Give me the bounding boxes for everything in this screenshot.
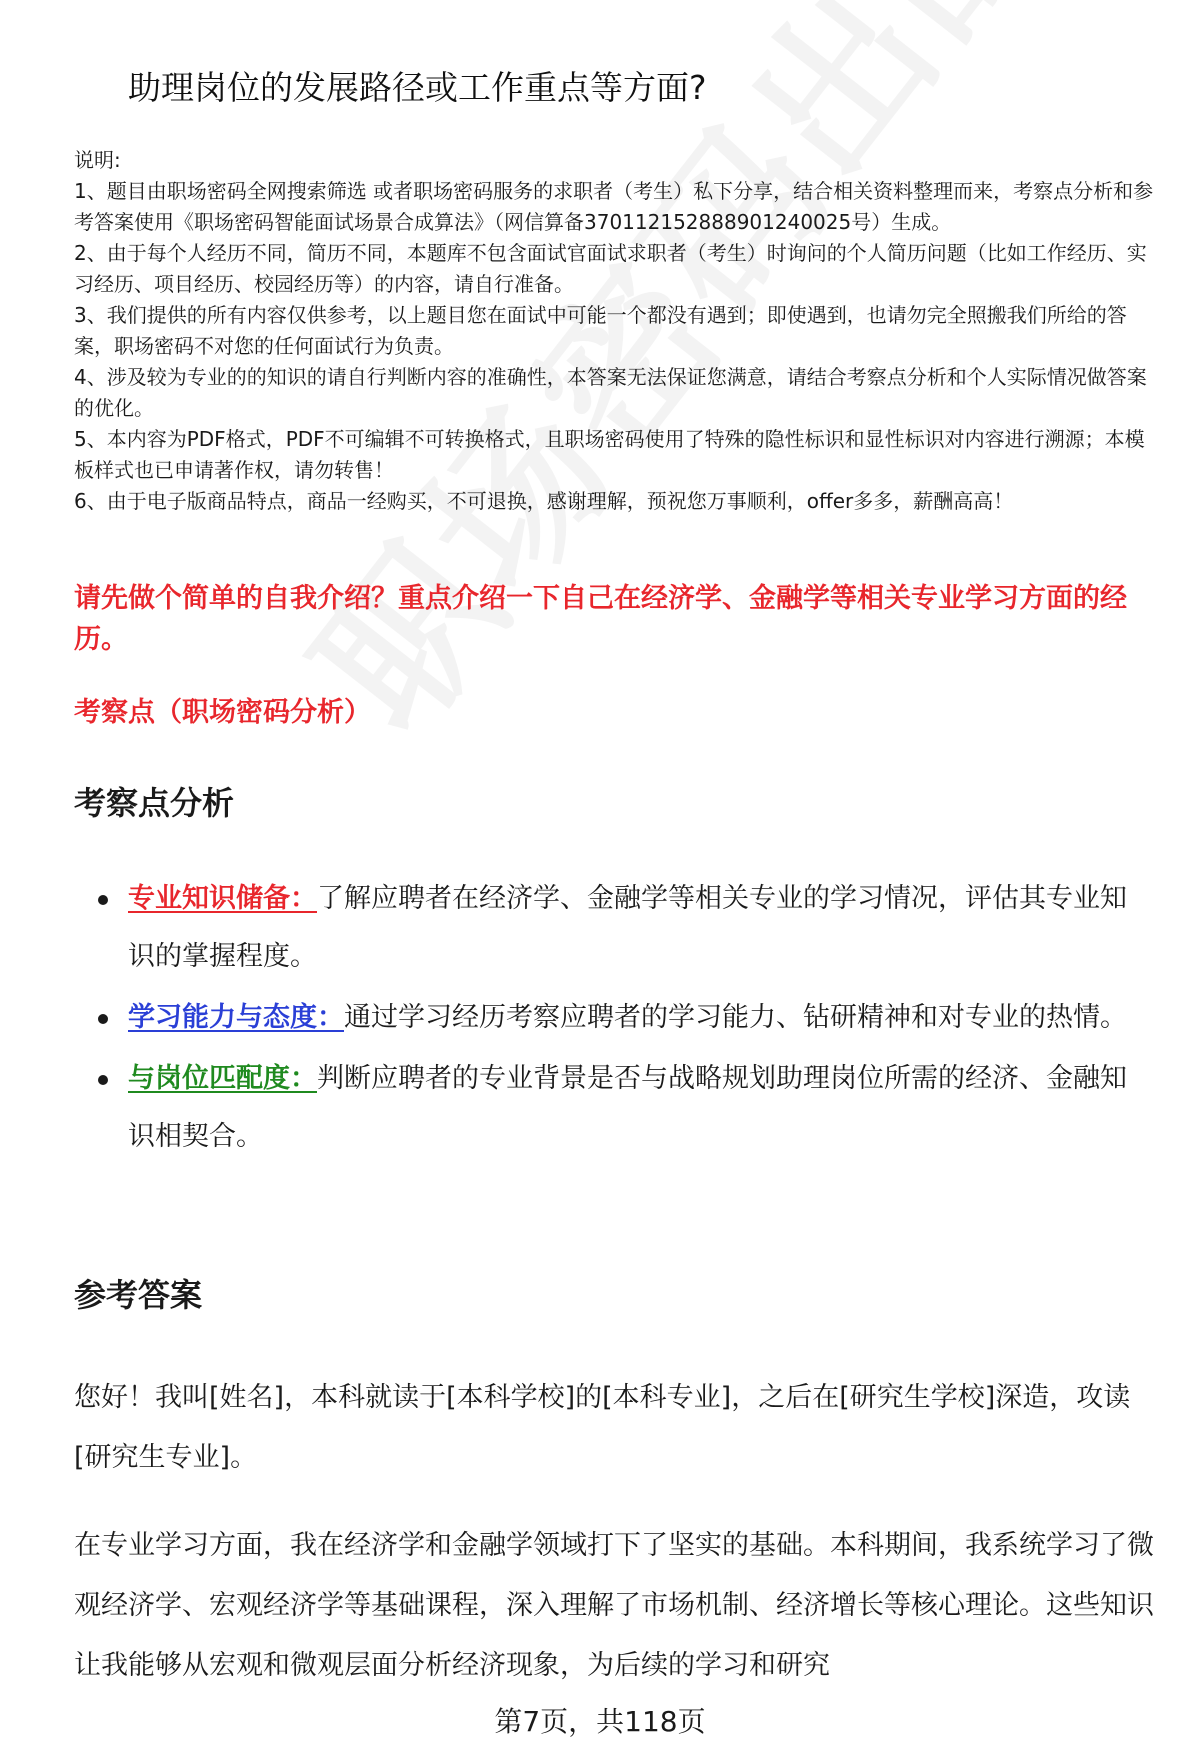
analysis-term: 与岗位匹配度： [128,1063,317,1094]
analysis-list [74,870,1144,1169]
list-item [74,989,1144,1047]
note-item: 4、涉及较为专业的的知识的请自行判断内容的准确性，本答案无法保证您满意，请结合考察点分析和个人实际情况做答案的优化。 [74,365,1147,420]
list-item [74,1050,1144,1166]
page-number: 第7页，共118页 [494,1705,706,1738]
note-item: 3、我们提供的所有内容仅供参考，以上题目您在面试中可能一个都没有遇到；即使遇到，也请勿完全照搬我们所给的答案，职场密码不对您的任何面试行为负责。 [74,303,1127,358]
note-item: 6、由于电子版商品特点，商品一经购买，不可退换，感谢理解，预祝您万事顺利，offer多多，薪酬高高！ [74,489,1014,513]
analysis-text: 了解应聘者在经济学、金融学等相关专业的学习情况，评估其专业知识的掌握程度。 [128,883,1127,972]
answer-paragraph: 在专业学习方面，我在经济学和金融学领域打下了坚实的基础。本科期间，我系统学习了微观经济学、宏观经济学等基础课程，深入理解了市场机制、经济增长等核心理论。这些知识让我能够从宏观和微观层面分析经济现象，为后续的学习和研究 [74,1530,1154,1681]
analysis-term: 学习能力与态度： [128,1002,344,1033]
analysis-term: 专业知识储备： [128,883,317,914]
notes-block [74,145,1160,517]
note-item: 5、本内容为PDF格式，PDF不可编辑不可转换格式，且职场密码使用了特殊的隐性标识和显性标识对内容进行溯源；本模板样式也已申请著作权，请勿转售！ [74,427,1145,482]
note-item: 1、题目由职场密码全网搜索筛选 或者职场密码服务的求职者（考生）私下分享，结合相关资料整理而来，考察点分析和参考答案使用《职场密码智能面试场景合成算法》（网信算备370112152888901240025号）生成。 [74,179,1154,234]
bullet-icon [98,1014,108,1024]
page-top-title: 助理岗位的发展路径或工作重点等方面? [128,68,707,107]
question-title: 请先做个简单的自我介绍？重点介绍一下自己在经济学、金融学等相关专业学习方面的经历。 [74,583,1127,655]
kcd-heading: 考察点（职场密码分析） [74,697,371,728]
note-item: 2、由于每个人经历不同，简历不同，本题库不包含面试官面试求职者（考生）时询问的个人简历问题（比如工作经历、实习经历、项目经历、校园经历等）的内容，请自行准备。 [74,241,1147,296]
notes-label: 说明: [74,148,121,172]
answer-paragraph: 您好！我叫[姓名]，本科就读于[本科学校]的[本科专业]，之后在[研究生学校]深造，攻读[研究生专业]。 [74,1382,1131,1473]
analysis-text: 通过学习经历考察应聘者的学习能力、钻研精神和对专业的热情。 [344,1002,1127,1033]
bullet-icon [98,895,108,905]
analysis-heading: 考察点分析 [74,784,235,822]
answer-body [74,1368,1154,1724]
bullet-icon [98,1075,108,1085]
answer-heading: 参考答案 [74,1276,203,1314]
analysis-text: 判断应聘者的专业背景是否与战略规划助理岗位所需的经济、金融知识相契合。 [128,1063,1127,1152]
list-item [74,870,1144,986]
